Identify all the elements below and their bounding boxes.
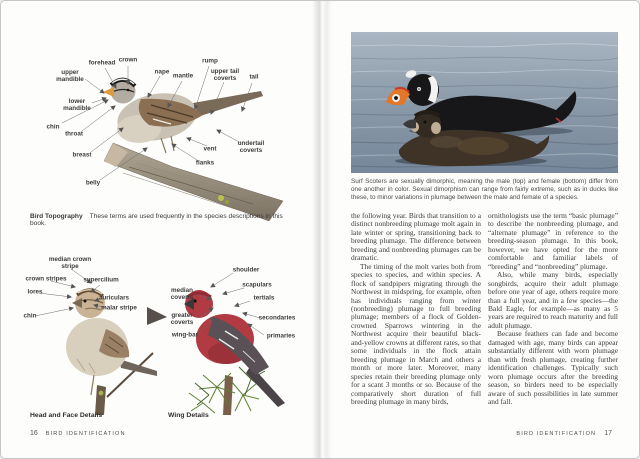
photo-caption: Surf Scoters are sexually dimorphic, meaning the male (top) and female (bottom) differ from one another in color. Sexual dimorphism can range from fairly extreme, such as in ducks like these, to minor variations in plumage between the male and female of a species.	[351, 178, 618, 201]
body-paragraph: the following year. Birds that transition to a distinct nonbreeding plumage molt again in late winter or spring, transitioning back to breeding plumage. The difference between breeding and nonbreeding plumages can be dramatic.	[351, 211, 481, 263]
label-belly: belly	[85, 179, 101, 187]
topography-caption-text: These terms are used frequently in the species descriptions in this book.	[30, 213, 283, 227]
page-gutter	[312, 1, 332, 459]
label-shoulder: shoulder	[232, 266, 260, 274]
label-auriculars: auriculars	[98, 294, 130, 302]
left-page	[1, 1, 317, 459]
label-tail: tail	[249, 73, 259, 81]
label-lores: lores	[27, 288, 43, 296]
label-chin-2: chin	[23, 312, 37, 320]
text-column-2	[488, 212, 618, 406]
label-rump: rump	[202, 57, 218, 65]
label-flanks: flanks	[195, 159, 215, 167]
body-paragraph: Also, while many birds, especially songbirds, acquire their adult plumage before one year of age, others require more than a full year, and in a few species—the Bald Eagle, for example—as many as 5 years are required to reach maturity and full adult plumage.	[488, 270, 618, 330]
label-secondaries: secondaries	[258, 314, 296, 322]
label-supercilium: supercilium	[83, 276, 119, 284]
left-footer	[30, 430, 126, 437]
label-forehead: forehead	[88, 59, 116, 67]
label-chin: chin	[46, 123, 60, 131]
left-page-number: 16	[30, 430, 38, 437]
body-paragraph: Because feathers can fade and become damaged with age, many birds can appear substantially different with worn plumage than with fresh plumage, creating further identification challenges. Typically such worn plumage occurs after the breeding season, so birders need to be especially aware of such possibilities in late summer and fall.	[488, 329, 618, 406]
label-median-coverts: median coverts	[170, 286, 194, 301]
label-crown-stripes: crown stripes	[25, 275, 67, 283]
left-footer-text: BIRD IDENTIFICATION	[45, 431, 126, 437]
label-malar-stripe: malar stripe	[101, 304, 137, 312]
label-crown: crown	[118, 56, 138, 64]
log-illustration	[104, 143, 283, 221]
body-text-columns	[351, 212, 618, 406]
topography-caption	[30, 213, 295, 227]
label-primaries: primaries	[266, 332, 296, 340]
right-footer-text: BIRD IDENTIFICATION	[516, 431, 597, 437]
surf-scoter-photo	[351, 32, 618, 173]
label-median-crown-stripe: median crown stripe	[48, 255, 92, 270]
topography-caption-title: Bird Topography	[30, 213, 83, 220]
label-nape: nape	[154, 68, 170, 76]
right-page-number: 17	[604, 430, 612, 437]
wing-caption: Wing Details	[168, 412, 209, 419]
grosbeak-illustration	[147, 290, 285, 415]
label-mantle: mantle	[172, 72, 194, 80]
label-scapulars: scapulars	[242, 281, 272, 289]
label-breast: breast	[72, 151, 92, 159]
label-undertail-coverts: undertail coverts	[237, 139, 265, 154]
text-column-1	[351, 212, 481, 406]
label-vent: vent	[203, 145, 217, 153]
head-face-figure	[11, 247, 157, 415]
label-upper-mandible: upper mandible	[56, 68, 84, 83]
body-paragraph: The timing of the molt varies both from species to species, and within species. A flock of sandpipers migrating through the Northwest in midspring, for example, often has individuals ranging from winter (nonbreeding) plumage to full breeding plumage; members of a flock of Golden-crowned Sparrows wintering in the Northwest acquire their beautiful black-and-yellow crowns at different rates, so that some individuals in the flock attain breeding plumage in March and others a month or more later. Moreover, many species retain their breeding plumage only for a scant 3 months or so. Because of the comparatively short duration of full breeding plumage in many birds,	[351, 261, 481, 406]
label-wing-bar: wing-bar	[171, 331, 199, 339]
label-lower-mandible: lower mandible	[63, 97, 91, 112]
head-face-caption: Head and Face Details	[30, 412, 103, 419]
label-throat: throat	[65, 130, 83, 138]
label-greater-coverts: greater coverts	[170, 311, 194, 326]
body-paragraph: ornithologists use the term “basic plumage” to describe the nonbreeding plumage, and “alternate plumage” in reference to the breeding-season plumage. In this book, however, we have opted for the more comfortable and familiar labels of “breeding” and “nonbreeding” plumage.	[488, 211, 618, 271]
label-tertials: tertials	[253, 294, 275, 302]
right-footer	[351, 430, 612, 437]
label-upper-tail-coverts: upper tail coverts	[210, 67, 240, 82]
